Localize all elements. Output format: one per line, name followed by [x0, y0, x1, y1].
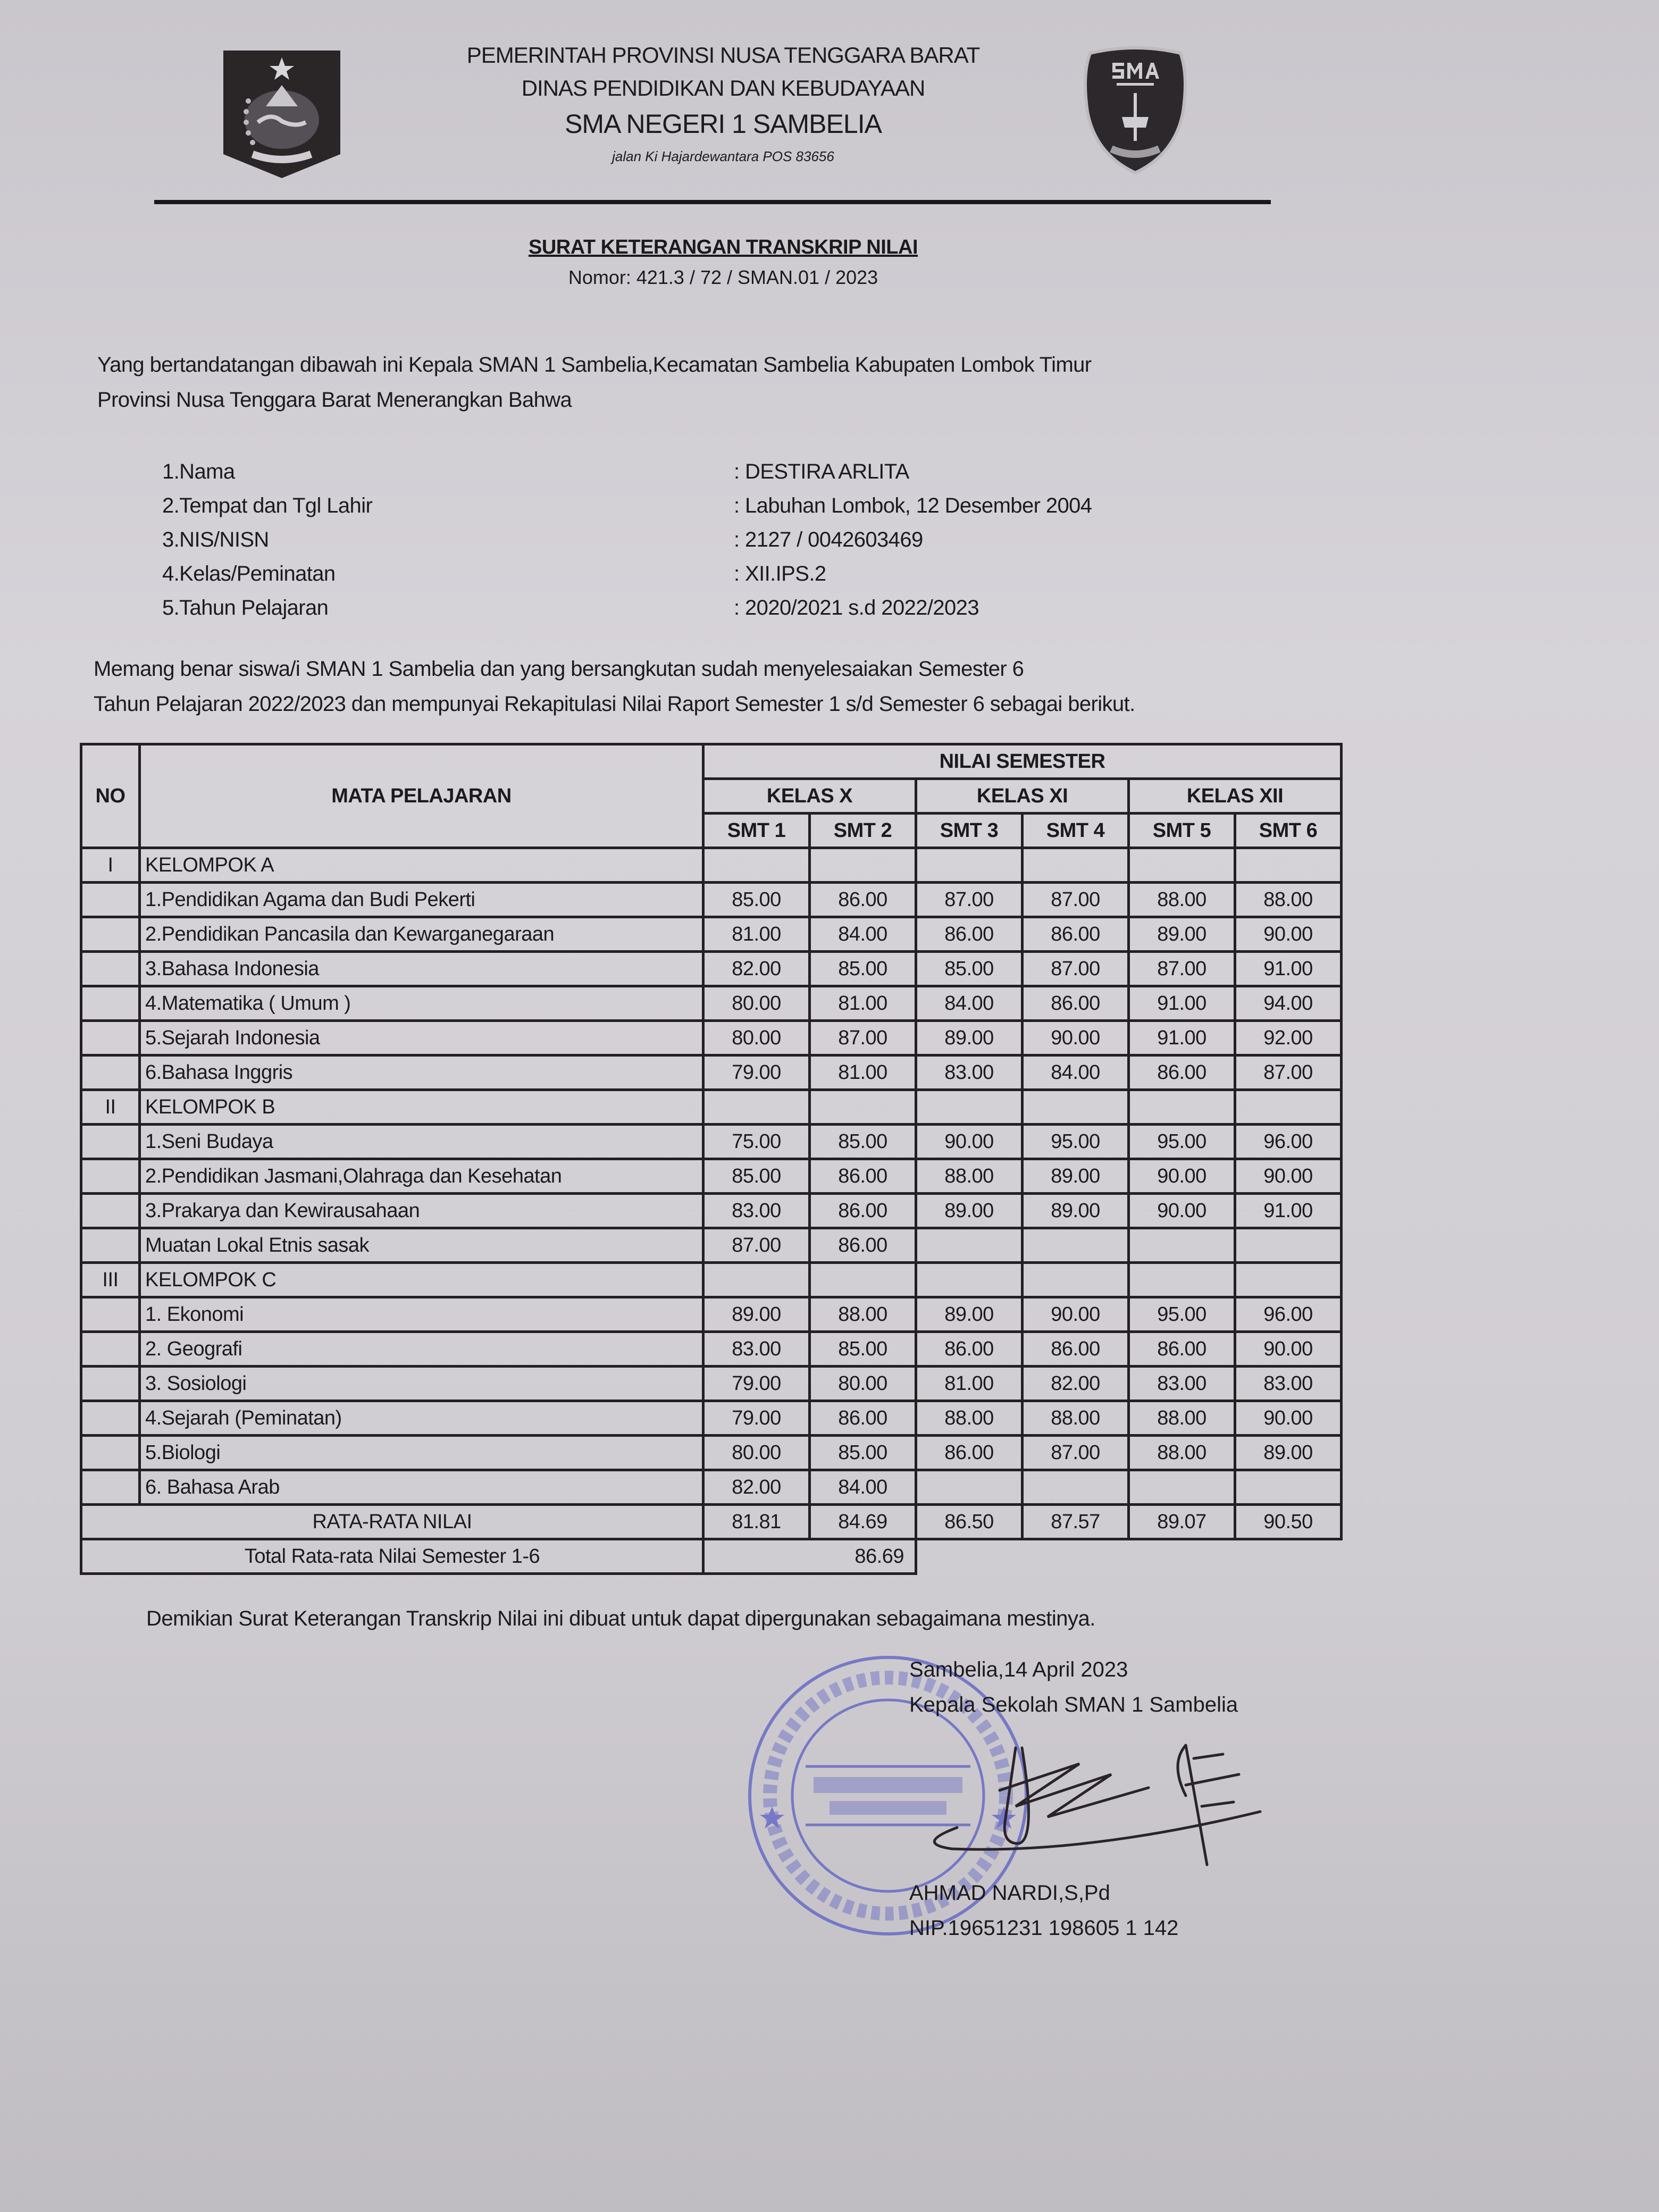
subject-name: 2.Pendidikan Jasmani,Olahraga dan Kesehatan	[140, 1159, 703, 1194]
grade-smt-5: 86.00	[1129, 1055, 1235, 1090]
average-row	[81, 1505, 1342, 1539]
provincial-coat-of-arms-logo	[221, 48, 343, 181]
group-row	[81, 1090, 1342, 1125]
grade-smt-5: 91.00	[1129, 986, 1235, 1021]
grade-smt-3: 88.00	[916, 1159, 1023, 1194]
grade-smt-6: 96.00	[1235, 1125, 1342, 1159]
grade-smt-1: 82.00	[703, 1470, 810, 1505]
group-empty-cell	[703, 1090, 810, 1125]
subject-name: 6.Bahasa Inggris	[140, 1055, 703, 1090]
group-name: KELOMPOK C	[140, 1263, 703, 1297]
subject-name: 2. Geografi	[140, 1332, 703, 1367]
header-kelas-x: KELAS X	[703, 779, 916, 814]
subject-row	[81, 1401, 1342, 1436]
grade-smt-5: 88.00	[1129, 1401, 1235, 1436]
grade-smt-1: 79.00	[703, 1367, 810, 1401]
identity-label-year: 5.Tahun Pelajaran	[162, 596, 329, 619]
group-row	[81, 848, 1342, 883]
row-number-empty	[81, 1194, 140, 1228]
grade-smt-4: 89.00	[1023, 1159, 1129, 1194]
subject-row	[81, 1470, 1342, 1505]
grade-smt-5: 89.00	[1129, 917, 1235, 952]
identity-value-year: : 2020/2021 s.d 2022/2023	[734, 596, 979, 619]
subject-name: Muatan Lokal Etnis sasak	[140, 1228, 703, 1263]
grade-smt-4: 88.00	[1023, 1401, 1129, 1436]
grade-smt-3: 89.00	[916, 1021, 1023, 1055]
signature-role: Kepala Sekolah SMAN 1 Sambelia	[909, 1693, 1238, 1716]
signature-block	[909, 1652, 1388, 1950]
header-kelas-xii: KELAS XII	[1129, 779, 1342, 814]
grade-smt-3: 86.00	[916, 917, 1023, 952]
grade-smt-5: 90.00	[1129, 1194, 1235, 1228]
statement-line-1: Memang benar siswa/i SMAN 1 Sambelia dan yang bersangkutan sudah menyelesaiakan Semester 6	[94, 657, 1024, 681]
grade-smt-2: 85.00	[810, 1332, 916, 1367]
grade-smt-4: 87.00	[1023, 952, 1129, 986]
header-smt-2: SMT 2	[810, 814, 916, 848]
header-smt-4: SMT 4	[1023, 814, 1129, 848]
grade-smt-6	[1235, 1470, 1342, 1505]
grade-smt-6: 89.00	[1235, 1436, 1342, 1470]
grade-smt-6: 90.00	[1235, 1159, 1342, 1194]
subject-row	[81, 1297, 1342, 1332]
row-number-empty	[81, 1470, 140, 1505]
grade-smt-2: 84.00	[810, 917, 916, 952]
subject-name: 3.Prakarya dan Kewirausahaan	[140, 1194, 703, 1228]
header-subject: MATA PELAJARAN	[140, 744, 703, 848]
grade-smt-6: 87.00	[1235, 1055, 1342, 1090]
grade-smt-1: 85.00	[703, 1159, 810, 1194]
subject-row	[81, 986, 1342, 1021]
grade-smt-1: 80.00	[703, 1436, 810, 1470]
grade-smt-4: 82.00	[1023, 1367, 1129, 1401]
identity-value-nis: : 2127 / 0042603469	[734, 528, 923, 551]
grade-smt-5: 88.00	[1129, 883, 1235, 917]
subject-name: 2.Pendidikan Pancasila dan Kewarganegaraan	[140, 917, 703, 952]
subject-name: 3. Sosiologi	[140, 1367, 703, 1401]
letterhead-divider	[154, 200, 1271, 204]
header-smt-3: SMT 3	[916, 814, 1023, 848]
row-number-empty	[81, 1436, 140, 1470]
row-number-empty	[81, 883, 140, 917]
grade-smt-2: 87.00	[810, 1021, 916, 1055]
grade-smt-3: 84.00	[916, 986, 1023, 1021]
grade-smt-6: 90.00	[1235, 1332, 1342, 1367]
grade-smt-1: 85.00	[703, 883, 810, 917]
identity-value-class: : XII.IPS.2	[734, 562, 826, 585]
subject-name: 1.Pendidikan Agama dan Budi Pekerti	[140, 883, 703, 917]
row-number-empty	[81, 1332, 140, 1367]
header-no: NO	[81, 744, 140, 848]
closing-statement: Demikian Surat Keterangan Transkrip Nilai ini dibuat untuk dapat dipergunakan sebagaimana mestinya.	[146, 1607, 1095, 1630]
subject-row	[81, 1228, 1342, 1263]
grade-smt-2: 86.00	[810, 883, 916, 917]
grade-smt-3: 88.00	[916, 1401, 1023, 1436]
grade-smt-3: 86.00	[916, 1332, 1023, 1367]
grade-smt-1: 79.00	[703, 1401, 810, 1436]
row-number-empty	[81, 917, 140, 952]
total-row-empty	[916, 1539, 1342, 1574]
average-smt-6: 90.50	[1235, 1505, 1342, 1539]
grade-smt-3	[916, 1228, 1023, 1263]
group-row	[81, 1263, 1342, 1297]
grade-smt-2: 85.00	[810, 952, 916, 986]
group-empty-cell	[1129, 848, 1235, 883]
grade-smt-3: 86.00	[916, 1436, 1023, 1470]
subject-row	[81, 1125, 1342, 1159]
statement-paragraph	[94, 651, 1462, 722]
group-number: I	[81, 848, 140, 883]
letterhead-government: PEMERINTAH PROVINSI NUSA TENGGARA BARAT	[466, 43, 980, 68]
grade-smt-3	[916, 1470, 1023, 1505]
grade-smt-1: 81.00	[703, 917, 810, 952]
intro-line-2: Provinsi Nusa Tenggara Barat Menerangkan Bahwa	[97, 388, 572, 412]
grade-smt-4: 86.00	[1023, 986, 1129, 1021]
group-empty-cell	[1023, 1263, 1129, 1297]
grade-smt-4: 84.00	[1023, 1055, 1129, 1090]
grade-smt-2: 85.00	[810, 1125, 916, 1159]
average-smt-3: 86.50	[916, 1505, 1023, 1539]
grade-smt-6: 94.00	[1235, 986, 1342, 1021]
subject-name: 4.Sejarah (Peminatan)	[140, 1401, 703, 1436]
grade-smt-2: 86.00	[810, 1194, 916, 1228]
grade-smt-5: 87.00	[1129, 952, 1235, 986]
identity-label-class: 4.Kelas/Peminatan	[162, 562, 336, 585]
grade-smt-6: 83.00	[1235, 1367, 1342, 1401]
grade-smt-3: 83.00	[916, 1055, 1023, 1090]
grade-smt-6: 88.00	[1235, 883, 1342, 917]
identity-list	[162, 455, 1462, 625]
grades-body	[81, 848, 1342, 1505]
letterhead-school: SMA NEGERI 1 SAMBELIA	[565, 108, 882, 139]
group-empty-cell	[916, 848, 1023, 883]
grade-smt-3: 85.00	[916, 952, 1023, 986]
grade-smt-2: 86.00	[810, 1401, 916, 1436]
header-nilai-semester: NILAI SEMESTER	[703, 744, 1342, 779]
statement-line-2: Tahun Pelajaran 2022/2023 dan mempunyai Rekapitulasi Nilai Raport Semester 1 s/d Semester 6 sebagai berikut.	[94, 692, 1135, 716]
grade-smt-6: 91.00	[1235, 1194, 1342, 1228]
intro-line-1: Yang bertandatangan dibawah ini Kepala SMAN 1 Sambelia,Kecamatan Sambelia Kabupaten Lombok Timur	[97, 353, 1092, 376]
total-value: 86.69	[703, 1539, 916, 1574]
signatory-nip: NIP.19651231 198605 1 142	[909, 1916, 1179, 1940]
group-empty-cell	[810, 848, 916, 883]
group-number: III	[81, 1263, 140, 1297]
grade-smt-5: 86.00	[1129, 1332, 1235, 1367]
subject-name: 3.Bahasa Indonesia	[140, 952, 703, 986]
row-number-empty	[81, 1401, 140, 1436]
total-label: Total Rata-rata Nilai Semester 1-6	[81, 1539, 703, 1574]
row-number-empty	[81, 986, 140, 1021]
subject-name: 5.Sejarah Indonesia	[140, 1021, 703, 1055]
grade-smt-6: 96.00	[1235, 1297, 1342, 1332]
grade-smt-5: 91.00	[1129, 1021, 1235, 1055]
group-empty-cell	[1023, 1090, 1129, 1125]
average-smt-5: 89.07	[1129, 1505, 1235, 1539]
group-name: KELOMPOK A	[140, 848, 703, 883]
grade-smt-3: 90.00	[916, 1125, 1023, 1159]
grade-smt-2: 85.00	[810, 1436, 916, 1470]
subject-row	[81, 917, 1342, 952]
grade-smt-6: 92.00	[1235, 1021, 1342, 1055]
identity-value-birth: : Labuhan Lombok, 12 Desember 2004	[734, 494, 1092, 517]
document-page	[80, 0, 1462, 1950]
grade-smt-6: 90.00	[1235, 1401, 1342, 1436]
grade-smt-6	[1235, 1228, 1342, 1263]
grade-smt-2: 80.00	[810, 1367, 916, 1401]
grade-smt-3: 89.00	[916, 1297, 1023, 1332]
grade-smt-3: 81.00	[916, 1367, 1023, 1401]
signatory-name: AHMAD NARDI,S,Pd	[909, 1881, 1110, 1905]
grade-smt-6: 90.00	[1235, 917, 1342, 952]
subject-name: 1. Ekonomi	[140, 1297, 703, 1332]
group-empty-cell	[916, 1263, 1023, 1297]
grade-smt-4	[1023, 1228, 1129, 1263]
average-smt-4: 87.57	[1023, 1505, 1129, 1539]
grade-smt-1: 75.00	[703, 1125, 810, 1159]
group-empty-cell	[703, 848, 810, 883]
subject-name: 6. Bahasa Arab	[140, 1470, 703, 1505]
grade-smt-1: 82.00	[703, 952, 810, 986]
group-empty-cell	[810, 1263, 916, 1297]
subject-row	[81, 1194, 1342, 1228]
group-number: II	[81, 1090, 140, 1125]
handwritten-signature	[909, 1742, 1335, 1870]
signature-place-date: Sambelia,14 April 2023	[909, 1658, 1128, 1681]
group-empty-cell	[1235, 1090, 1342, 1125]
letterhead	[80, 43, 1462, 197]
grades-table-wrapper	[80, 743, 1420, 1575]
grade-smt-4: 87.00	[1023, 883, 1129, 917]
row-number-empty	[81, 1297, 140, 1332]
grade-smt-2: 88.00	[810, 1297, 916, 1332]
row-number-empty	[81, 1125, 140, 1159]
grades-table	[80, 743, 1343, 1575]
subject-row	[81, 1367, 1342, 1401]
average-label: RATA-RATA NILAI	[81, 1505, 703, 1539]
group-empty-cell	[1129, 1090, 1235, 1125]
grade-smt-6: 91.00	[1235, 952, 1342, 986]
grade-smt-1: 80.00	[703, 1021, 810, 1055]
group-empty-cell	[1023, 848, 1129, 883]
grade-smt-1: 79.00	[703, 1055, 810, 1090]
subject-row	[81, 1159, 1342, 1194]
grade-smt-4: 95.00	[1023, 1125, 1129, 1159]
grade-smt-5: 83.00	[1129, 1367, 1235, 1401]
grade-smt-1: 89.00	[703, 1297, 810, 1332]
grade-smt-4: 90.00	[1023, 1297, 1129, 1332]
group-empty-cell	[810, 1090, 916, 1125]
grade-smt-2: 84.00	[810, 1470, 916, 1505]
grade-smt-1: 87.00	[703, 1228, 810, 1263]
group-name: KELOMPOK B	[140, 1090, 703, 1125]
group-empty-cell	[1235, 1263, 1342, 1297]
grade-smt-5: 95.00	[1129, 1125, 1235, 1159]
group-empty-cell	[703, 1263, 810, 1297]
grade-smt-1: 83.00	[703, 1332, 810, 1367]
intro-paragraph	[97, 347, 1462, 417]
header-kelas-xi: KELAS XI	[916, 779, 1129, 814]
row-number-empty	[81, 1159, 140, 1194]
grade-smt-2: 81.00	[810, 986, 916, 1021]
grade-smt-4: 86.00	[1023, 1332, 1129, 1367]
grade-smt-2: 86.00	[810, 1159, 916, 1194]
subject-row	[81, 1021, 1342, 1055]
identity-label-nis: 3.NIS/NISN	[162, 528, 269, 551]
grade-smt-2: 81.00	[810, 1055, 916, 1090]
grade-smt-1: 83.00	[703, 1194, 810, 1228]
grade-smt-5	[1129, 1470, 1235, 1505]
document-title: SURAT KETERANGAN TRANSKRIP NILAI	[528, 236, 918, 258]
row-number-empty	[81, 1367, 140, 1401]
grade-smt-1: 80.00	[703, 986, 810, 1021]
grade-smt-4: 90.00	[1023, 1021, 1129, 1055]
grade-smt-3: 87.00	[916, 883, 1023, 917]
header-smt-5: SMT 5	[1129, 814, 1235, 848]
letterhead-text	[378, 43, 1069, 165]
identity-label-name: 1.Nama	[162, 460, 235, 483]
subject-name: 1.Seni Budaya	[140, 1125, 703, 1159]
grade-smt-5: 95.00	[1129, 1297, 1235, 1332]
group-empty-cell	[1129, 1263, 1235, 1297]
row-number-empty	[81, 1228, 140, 1263]
subject-row	[81, 952, 1342, 986]
average-smt-2: 84.69	[810, 1505, 916, 1539]
subject-row	[81, 1332, 1342, 1367]
group-empty-cell	[916, 1090, 1023, 1125]
subject-row	[81, 1436, 1342, 1470]
header-smt-6: SMT 6	[1235, 814, 1342, 848]
average-smt-1: 81.81	[703, 1505, 810, 1539]
identity-value-name: : DESTIRA ARLITA	[734, 460, 909, 483]
grade-smt-4: 87.00	[1023, 1436, 1129, 1470]
identity-label-birth: 2.Tempat dan Tgl Lahir	[162, 494, 373, 517]
group-empty-cell	[1235, 848, 1342, 883]
row-number-empty	[81, 1055, 140, 1090]
letterhead-department: DINAS PENDIDIKAN DAN KEBUDAYAAN	[521, 76, 925, 101]
grade-smt-3: 89.00	[916, 1194, 1023, 1228]
subject-name: 5.Biologi	[140, 1436, 703, 1470]
grade-smt-4: 89.00	[1023, 1194, 1129, 1228]
grade-smt-4	[1023, 1470, 1129, 1505]
letterhead-address: jalan Ki Hajardewantara POS 83656	[612, 148, 834, 165]
total-row	[81, 1539, 1342, 1574]
document-number: Nomor: 421.3 / 72 / SMAN.01 / 2023	[568, 266, 878, 288]
grade-smt-2: 86.00	[810, 1228, 916, 1263]
grade-smt-5	[1129, 1228, 1235, 1263]
sma-negeri-shield-logo	[1079, 43, 1191, 175]
row-number-empty	[81, 952, 140, 986]
grade-smt-5: 90.00	[1129, 1159, 1235, 1194]
header-smt-1: SMT 1	[703, 814, 810, 848]
subject-row	[81, 1055, 1342, 1090]
subject-name: 4.Matematika ( Umum )	[140, 986, 703, 1021]
row-number-empty	[81, 1021, 140, 1055]
signatory-block	[909, 1875, 1178, 1946]
grade-smt-5: 88.00	[1129, 1436, 1235, 1470]
grade-smt-4: 86.00	[1023, 917, 1129, 952]
subject-row	[81, 883, 1342, 917]
